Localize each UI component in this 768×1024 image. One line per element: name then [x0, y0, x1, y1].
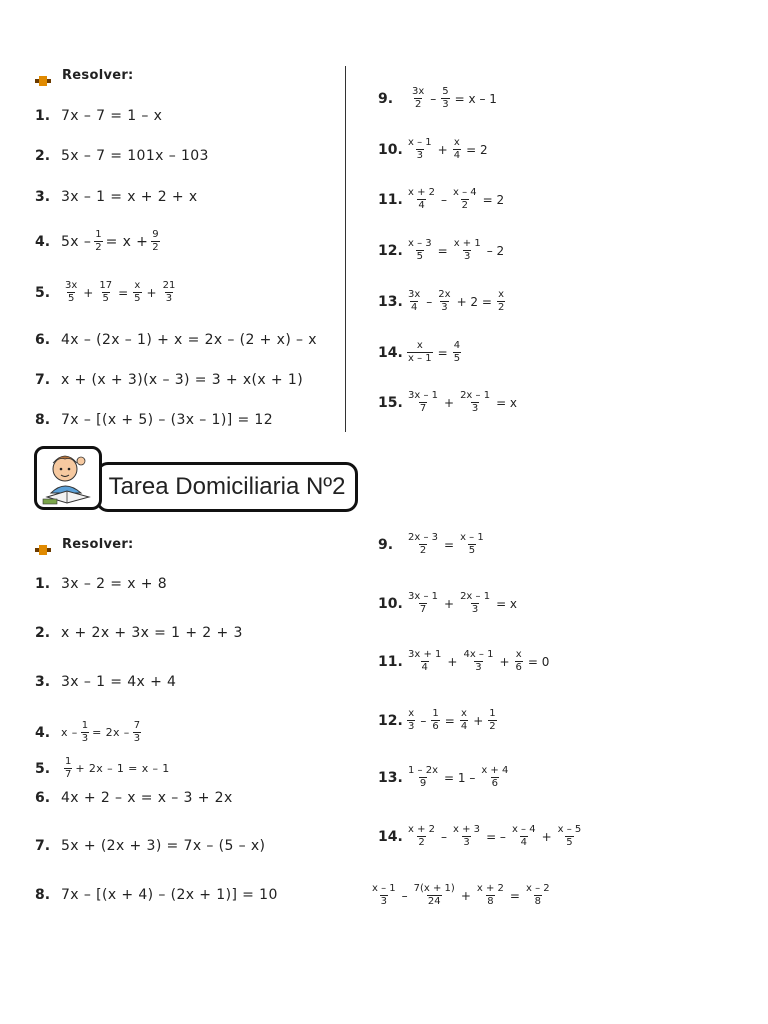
s1-problem-7: 7. x + (x + 3)(x – 3) = 3 + x(x + 1): [35, 372, 304, 388]
s1-problem-4: 4. 5x – $\frac{1}{2}$ = x + $\frac{9}{2}$: [35, 229, 159, 253]
fraction: $\frac{17}{5}$: [99, 280, 113, 304]
s2-problem-5: 5. $\frac{1}{7}$ + 2x – 1 = x – 1: [35, 756, 170, 780]
s1-problem-5: 5. $\frac{3x}{5}$ + $\frac{17}{5}$ = $\frac{x}{5}$ + $\frac{21}{3}$: [35, 280, 176, 304]
s2-problem-13: 13. $\frac{1 - 2x}{9}$ = 1 – $\frac{x + 4}{6}$: [378, 765, 509, 789]
s1-problem-6: 6. 4x – (2x – 1) + x = 2x – (2 + x) – x: [35, 332, 317, 348]
s2-problem-15: $\frac{x - 1}{3}$ – $\frac{7(x + 1)}{24}$ + $\frac{x + 2}{8}$ = $\frac{x - 2}{8}$: [372, 883, 550, 907]
s1-problem-8: 8. 7x – [(x + 5) – (3x – 1)] = 12: [35, 412, 274, 428]
fraction: $\frac{x}{5}$: [134, 280, 141, 304]
s2-problem-6: 6. 4x + 2 – x = x – 3 + 2x: [35, 790, 233, 806]
s2-problem-3: 3. 3x – 1 = 4x + 4: [35, 674, 177, 690]
fraction: $\frac{21}{3}$: [162, 280, 176, 304]
fraction: $\frac{3x}{5}$: [65, 280, 78, 304]
orange-bullet-icon: [35, 71, 51, 81]
section2-heading: Resolver:: [62, 537, 134, 552]
s1-problem-9: 9. $\frac{3x}{2}$ – $\frac{5}{3}$ = x – 1: [378, 86, 497, 110]
fraction: $\frac{1}{2}$: [95, 229, 102, 253]
s2-problem-8: 8. 7x – [(x + 4) – (2x + 1)] = 10: [35, 887, 278, 903]
s2-problem-9: 9. $\frac{2x - 3}{2}$ = $\frac{x - 1}{5}$: [378, 532, 484, 556]
fraction: $\frac{9}{2}$: [152, 229, 159, 253]
s1-problem-2: 2. 5x – 7 = 101x – 103: [35, 148, 209, 164]
homework-banner: [96, 462, 358, 512]
s2-problem-12: 12. $\frac{x}{3}$ – $\frac{1}{6}$ = $\frac{x}{4}$ + $\frac{1}{2}$: [378, 708, 496, 732]
s2-problem-11: 11. $\frac{3x + 1}{4}$ + $\frac{4x - 1}{3}$ + $\frac{x}{6}$ = 0: [378, 649, 550, 673]
banner-title: Tarea Domiciliaria Nº2: [108, 473, 346, 500]
s2-problem-14: 14. $\frac{x + 2}{2}$ – $\frac{x + 3}{3}$ = – $\frac{x - 4}{4}$ + $\frac{x - 5}{5}$: [378, 824, 582, 848]
s1-problem-15: 15. $\frac{3x - 1}{7}$ + $\frac{2x - 1}{3}$ = x: [378, 390, 518, 414]
s1-problem-10: 10. $\frac{x - 1}{3}$ + $\frac{x}{4}$ = 2: [378, 137, 488, 161]
orange-bullet-icon: [35, 540, 51, 550]
s2-problem-4: 4. x – $\frac{1}{3}$ = 2x – $\frac{7}{3}$: [35, 720, 141, 744]
s2-problem-1: 1. 3x – 2 = x + 8: [35, 576, 168, 592]
s1-problem-3: 3. 3x – 1 = x + 2 + x: [35, 189, 198, 205]
s1-problem-13: 13. $\frac{3x}{4}$ – $\frac{2x}{3}$ + 2 = $\frac{x}{2}$: [378, 289, 505, 313]
s2-problem-7: 7. 5x + (2x + 3) = 7x – (5 – x): [35, 838, 266, 854]
student-reading-icon: [34, 446, 102, 510]
s1-problem-1: 1. 7x – 7 = 1 – x: [35, 108, 163, 124]
s1-problem-12: 12. $\frac{x - 3}{5}$ = $\frac{x + 1}{3}$ – 2: [378, 238, 505, 262]
s2-problem-10: 10. $\frac{3x - 1}{7}$ + $\frac{2x - 1}{3}$ = x: [378, 591, 518, 615]
column-divider: [345, 66, 346, 432]
s2-problem-2: 2. x + 2x + 3x = 1 + 2 + 3: [35, 625, 243, 641]
s1-problem-14: 14. $\frac{x}{x - 1}$ = $\frac{4}{5}$: [378, 340, 461, 364]
s1-problem-11: 11. $\frac{x + 2}{4}$ – $\frac{x - 4}{2}$ = 2: [378, 187, 505, 211]
section1-heading: Resolver:: [62, 68, 134, 83]
